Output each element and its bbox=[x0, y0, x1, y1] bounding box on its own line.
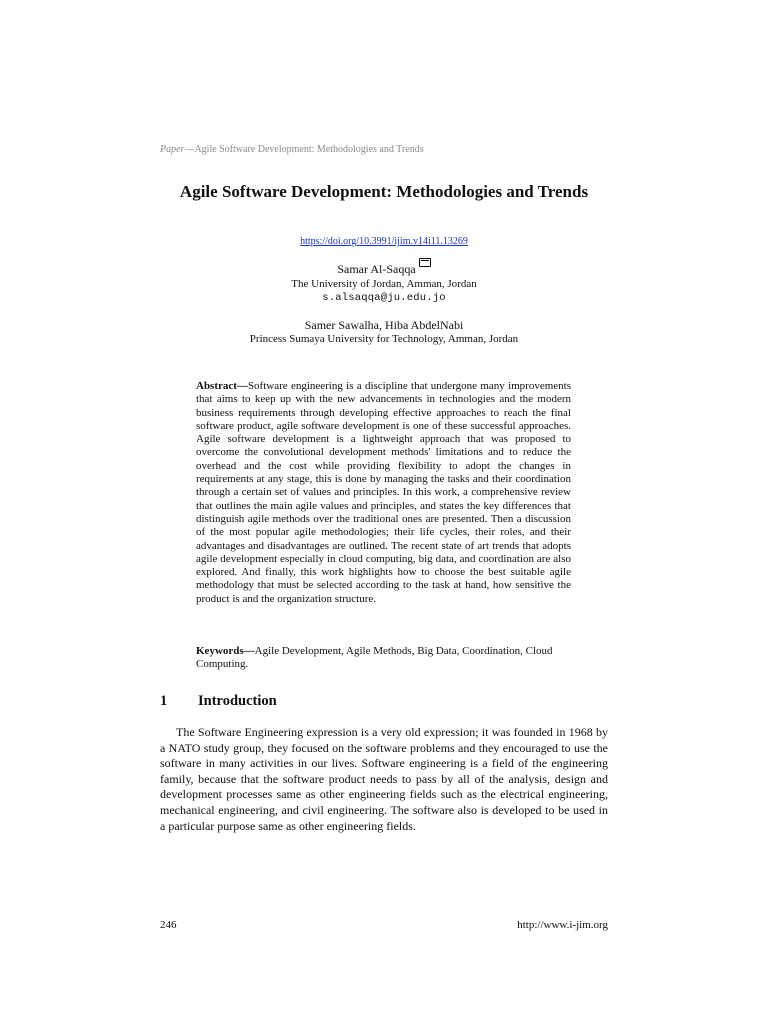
page-number: 246 bbox=[160, 919, 177, 931]
abstract-lead: Abstract— bbox=[196, 380, 248, 392]
keywords-lead: Keywords— bbox=[196, 645, 255, 657]
section-number: 1 bbox=[160, 693, 168, 709]
abstract-text: Software engineering is a discipline that undergone many improvements that aims to keep up with the new advancements in technologies and the modern business requirements through developing effective approaches to reach the final software product, agile software development is one of these successful approaches. Agile software development is a lightweight approach that was proposed to overcome the convolutional development methods' limitations and to reduce the overhead and the cost while providing flexibility to adopt the changes in requirements at any stage, this is done by managing the tasks and their coordination through a certain set of values and principles. In this work, a comprehensive review that outlines the main agile values and principles, and states the key differences that distinguish agile methods over the traditional ones are presented. Then a discussion of the most popular agile methodologies; their life cycles, their roles, and their advantages and disadvantages are outlined. The recent state of art trends that adopts agile development especially in cloud computing, big data, and coordination are also explored. And finally, this work highlights how to choose the best suitable agile methodology that must be selected according to the task at hand, how sensitive the product is and the organization structure. bbox=[196, 380, 571, 605]
paper-title: Agile Software Development: Methodologies and Trends bbox=[179, 182, 589, 201]
author-first-name: Samar Al-Saqqa bbox=[337, 262, 416, 276]
author-second-affiliation: Princess Sumaya University for Technology, Amman, Jordan bbox=[249, 333, 519, 345]
author-second: Samer Sawalha, Hiba AbdelNabi bbox=[304, 318, 464, 332]
keywords bbox=[196, 645, 571, 672]
author-first-affiliation: The University of Jordan, Amman, Jordan bbox=[291, 278, 477, 290]
keywords-text: Agile Development, Agile Methods, Big Data, Coordination, Cloud Computing. bbox=[196, 645, 553, 671]
running-head-title: —Agile Software Development: Methodologies and Trends bbox=[184, 144, 424, 155]
intro-paragraph: The Software Engineering expression is a very old expression; it was founded in 1968 by a NATO study group, they focused on the software problems and they encouraged to use the software in many activities in our lives. Software engineering is a field of the engineering family, because that the software product needs to pass by all of the analysis, design and development processes same as other engineering fields such as the electrical engineering, mechanical engineering, and civil engineering. The software also is developed to be used in a particular purpose same as other engineering fields. bbox=[160, 725, 608, 833]
section-title: Introduction bbox=[198, 693, 277, 709]
running-head bbox=[160, 144, 424, 155]
abstract bbox=[196, 380, 571, 606]
section-heading bbox=[160, 693, 277, 710]
author-first-email[interactable]: s.alsaqqa@ju.edu.jo bbox=[322, 292, 446, 304]
envelope-icon bbox=[419, 258, 431, 267]
journal-url[interactable]: http://www.i-jim.org bbox=[517, 919, 608, 931]
author-first bbox=[160, 262, 608, 277]
doi-link[interactable]: https://doi.org/10.3991/ijim.v14i11.13269 bbox=[300, 236, 468, 247]
running-head-label: Paper bbox=[160, 144, 185, 155]
